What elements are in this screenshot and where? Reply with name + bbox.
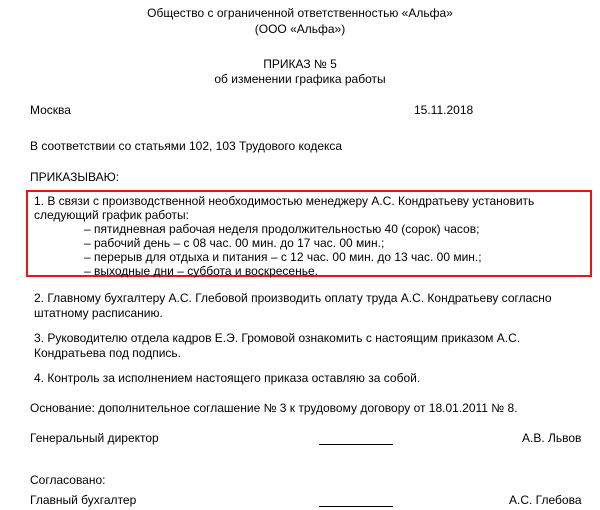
director-name: А.В. Львов	[522, 431, 582, 445]
item3-line2: Кондратьева под подпись.	[34, 346, 181, 360]
basis: Основание: дополнительное соглашение № 3 к трудовому договору от 18.01.2011 № 8.	[30, 401, 518, 415]
item4: 4. Контроль за исполнением настоящего приказа оставляю за собой.	[34, 371, 421, 385]
item2-line2: штатному расписанию.	[34, 306, 163, 320]
company-name: Общество с ограниченной ответственностью «Альфа»	[147, 6, 453, 20]
item1-bullet: – перерыв для отдыха и питания – с 12 час. 00 мин. до 13 час. 00 мин.;	[84, 250, 482, 264]
order-date: 15.11.2018	[414, 103, 474, 117]
preamble: В соответствии со статьями 102, 103 Трудового кодекса	[30, 139, 343, 153]
item1-line2: следующий график работы:	[34, 208, 189, 222]
item1-bullet: – выходные дни – суббота и воскресенье.	[84, 264, 318, 278]
agreed-label: Согласовано:	[30, 473, 106, 487]
accountant-title: Главный бухгалтер	[30, 493, 137, 507]
order-title: ПРИКАЗ № 5	[263, 57, 337, 71]
director-title: Генеральный директор	[30, 431, 159, 445]
item3-line1: 3. Руководителю отдела кадров Е.Э. Громовой ознакомить с настоящим приказом А.С.	[34, 331, 521, 345]
item2-line1: 2. Главному бухгалтеру А.С. Глебовой производить оплату труда А.С. Кондратьеву согласно	[34, 291, 552, 305]
item1-bullet: – рабочий день – с 08 час. 00 мин. до 17 час. 00 мин.;	[84, 236, 385, 250]
city: Москва	[30, 103, 71, 117]
accountant-signature-line	[319, 506, 393, 507]
accountant-name: А.С. Глебова	[509, 493, 582, 507]
company-short-name: (ООО «Альфа»)	[254, 22, 346, 36]
order-subtitle: об изменении графика работы	[214, 72, 386, 86]
director-signature-line	[319, 444, 393, 445]
order-word: ПРИКАЗЫВАЮ:	[30, 170, 120, 184]
item1-line1: 1. В связи с производственной необходимостью менеджеру А.С. Кондратьеву установить	[34, 194, 535, 208]
item1-bullet: – пятидневная рабочая неделя продолжительностью 40 (сорок) часов;	[84, 222, 480, 236]
